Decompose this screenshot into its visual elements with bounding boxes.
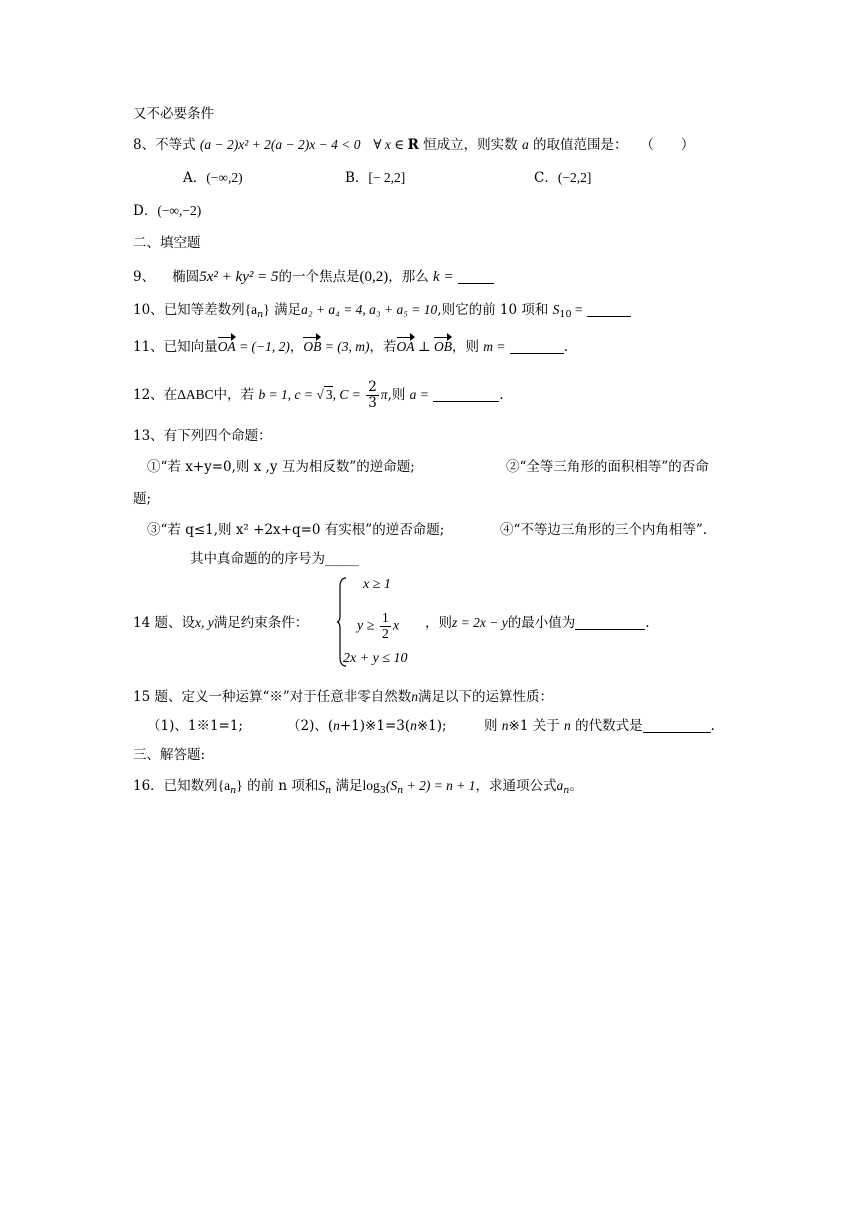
q8-option-b (345, 167, 405, 189)
question-9 (133, 266, 494, 288)
q8-answer-paren: （ ） (640, 137, 695, 153)
q8-text: 不等式 (155, 137, 196, 153)
option-a-value: (−∞,2) (206, 170, 243, 185)
q12-sqrt-radicand: 3 (325, 387, 333, 402)
q14-answer-blank (575, 615, 645, 630)
q16-period: 。 (569, 778, 583, 794)
option-d-label: D． (133, 203, 158, 219)
q8-number: 8、 (133, 137, 156, 153)
q15-rule-1: （1)、1※1=1; (147, 718, 243, 734)
q16-text: 16．已知数列 (133, 778, 218, 794)
q12-number: 12、 (133, 387, 164, 403)
question-8 (133, 134, 694, 156)
q12-text-c: ,则 (387, 387, 406, 403)
section-heading-answer: 三、解答题: (133, 747, 206, 763)
q11-text: 已知向量 (163, 339, 218, 355)
q15-text: 15 题、定义一种运算“※”对于任意非零自然数 (133, 689, 412, 705)
q15-r2-a: （2)、( (287, 718, 334, 734)
q11-m-equals: m = (483, 339, 506, 354)
q11-text-b: ，若 (369, 339, 397, 355)
q16-log-arg-sub: n (397, 785, 404, 796)
q15-answer-blank (643, 718, 711, 733)
option-b-value: [− 2,2] (368, 170, 406, 185)
option-c-label: C． (534, 170, 558, 186)
q11-text-c: ，则 (451, 339, 479, 355)
q10-seq-sub: n (257, 309, 264, 320)
q16-text-d: ，求通项公式 (475, 778, 557, 794)
q12-text: 在 (163, 387, 178, 403)
q8-option-d (133, 200, 201, 222)
q14-text: 14 题、设 (133, 615, 195, 631)
q14-objective-function: z = 2x − y (452, 615, 508, 630)
vector-oa-2: OA (397, 336, 415, 358)
q10-text-b: 满足 (274, 302, 302, 318)
q14-half-fraction (380, 611, 391, 642)
q13-prop-2-cont: 题; (133, 491, 152, 507)
q10-text: 已知等差数列 (163, 302, 245, 318)
q10-sum-symbol: S (552, 302, 560, 317)
q15-rule-2 (287, 715, 447, 737)
q14-c2-right: x (392, 618, 400, 634)
q13-prop-4: ④“不等边三角形的三个内角相等”. (500, 522, 708, 538)
q10-equals: = (571, 302, 583, 317)
q8-var-a: a (521, 137, 529, 152)
q13-prop-1: ①“若 x+y=0,则 x ,y 互为相反数”的逆命题; (147, 459, 415, 475)
section-heading-fill-blank: 二、填空题 (133, 235, 201, 251)
q11-oa-value: = (−1, 2) (235, 339, 290, 354)
q12-frac-num: 2 (368, 379, 377, 395)
q8-text-b: 恒成立，则实数 (418, 137, 522, 153)
q10-sum-sub: 10 (559, 309, 572, 320)
question-10 (133, 299, 631, 326)
q14-period: . (645, 615, 650, 631)
q11-comma: ， (289, 339, 304, 355)
q15-period: . (710, 718, 715, 734)
q12-pi: π (380, 387, 388, 402)
q16-sum-sub: n (325, 785, 332, 796)
option-a-label: A． (183, 170, 207, 186)
q8-text-c: 的取值范围是： (528, 137, 628, 153)
q10-answer-blank (587, 302, 631, 317)
q14-frac-den: 2 (381, 627, 389, 642)
question-15 (133, 686, 553, 708)
q16-sum-symbol: S (318, 778, 326, 793)
q16-seq-sub: n (230, 785, 237, 796)
q11-period: . (563, 339, 569, 355)
q16-text-b: 的前 n 项和 (247, 778, 319, 794)
continued-text: 又不必要条件 (133, 106, 214, 122)
q14-text-b: 满足约束条件： (213, 615, 309, 631)
q14-objective (425, 612, 650, 634)
vector-ob: OB (303, 336, 321, 358)
q13-prop-2: ②“全等三角形的面积相等”的否命 (506, 459, 709, 475)
q15-r3-n2: n (564, 718, 571, 733)
q15-r3-b: ※1 关于 (508, 718, 565, 734)
q16-text-c: 满足 (335, 778, 363, 794)
q16-log: log (362, 778, 380, 793)
q15-ask (484, 715, 715, 737)
q15-r2-c: ※1); (416, 718, 447, 734)
q10-seq-close: } (263, 302, 270, 317)
option-d-value: (−∞,−2) (157, 203, 202, 218)
q15-r3-a: 则 (484, 718, 502, 734)
q9-k-equals: k = (433, 269, 454, 285)
q12-condition: b = 1, c = (258, 387, 317, 402)
vector-oa: OA (218, 336, 236, 358)
q9-text: 椭圆 (172, 269, 200, 285)
q12-answer-blank (433, 387, 499, 402)
q12-frac-den: 3 (368, 395, 377, 411)
q10-text-c: ,则它的前 10 项和 (437, 302, 549, 318)
q12-text-b: 中，若 (213, 387, 255, 403)
option-c-value: (−2,2] (557, 170, 592, 185)
q15-r2-n2: n (410, 718, 417, 733)
q15-text-b: 满足以下的运算性质： (418, 689, 554, 705)
q8-option-c (534, 167, 591, 189)
q15-r3-c: 的代数式是 (570, 718, 643, 734)
perp-symbol: ⊥ (414, 339, 434, 354)
q14-constraint-1: x ≥ 1 (363, 577, 391, 592)
q16-seq-close: } (236, 778, 243, 793)
q15-r2-b: +1)※1=3( (339, 718, 411, 734)
q14-constraint-2 (357, 611, 399, 642)
q16-an: a (556, 778, 564, 793)
q16-seq-open: {a (217, 778, 231, 793)
question-12 (133, 380, 504, 411)
q12-triangle: ΔABC (177, 387, 214, 402)
q8-forall: ∀ x ∈ (373, 137, 408, 152)
q16-log-base: 3 (379, 785, 386, 796)
q16-an-sub: n (563, 785, 570, 796)
vector-ob-2: OB (434, 336, 452, 358)
option-b-label: B． (345, 170, 369, 186)
q9-answer-blank (458, 269, 494, 284)
q15-var-n: n (411, 689, 419, 704)
q15-r3-n1: n (501, 718, 509, 733)
question-14 (133, 612, 308, 634)
q9-text-b: 的一个焦点是 (278, 269, 360, 285)
q14-text-c: ，则 (425, 615, 452, 631)
q8-option-a (183, 167, 243, 189)
q12-a-equals: a = (409, 387, 429, 402)
q8-real-set: R (407, 137, 419, 153)
q9-number: 9、 (133, 269, 156, 285)
q14-text-d: 的最小值为 (507, 615, 576, 631)
q9-text-c: ，那么 (388, 269, 429, 285)
q16-log-rest: + 2) = n + 1 (403, 778, 476, 793)
q14-frac-num: 1 (381, 611, 389, 626)
q10-seq-open: {a (244, 302, 258, 317)
q12-fraction (366, 380, 379, 411)
question-16 (133, 775, 583, 802)
q14-c2-left: y ≥ (357, 618, 378, 634)
q11-answer-blank (510, 339, 564, 354)
q8-inequality: (a − 2)x² + 2(a − 2)x − 4 < 0 (199, 137, 361, 152)
q14-vars: x, y (194, 615, 214, 630)
question-11 (133, 336, 568, 358)
q12-angle-c: , C = (332, 387, 365, 402)
q9-focus: (0,2) (359, 269, 389, 285)
q10-condition: a₂ + a₄ = 4, a₃ + a₅ = 10 (301, 302, 438, 317)
sqrt-symbol: √ (316, 387, 324, 402)
q9-ellipse-equation: 5x² + ky² = 5 (199, 269, 279, 285)
q13-title: 13、有下列四个命题： (133, 428, 272, 444)
q13-prop-3: ③“若 q≤1,则 x² +2x+q=0 有实根”的逆否命题; (147, 522, 445, 538)
q10-number: 10、 (133, 302, 164, 318)
q16-log-arg: (S (385, 778, 398, 793)
q11-ob-value: = (3, m) (321, 339, 370, 354)
q13-ask: 其中真命题的的序号为_____ (190, 551, 359, 567)
q12-period: . (499, 387, 504, 403)
q14-constraint-3: 2x + y ≤ 10 (343, 651, 408, 666)
q15-r2-n1: n (333, 718, 340, 733)
q11-number: 11、 (133, 339, 164, 355)
